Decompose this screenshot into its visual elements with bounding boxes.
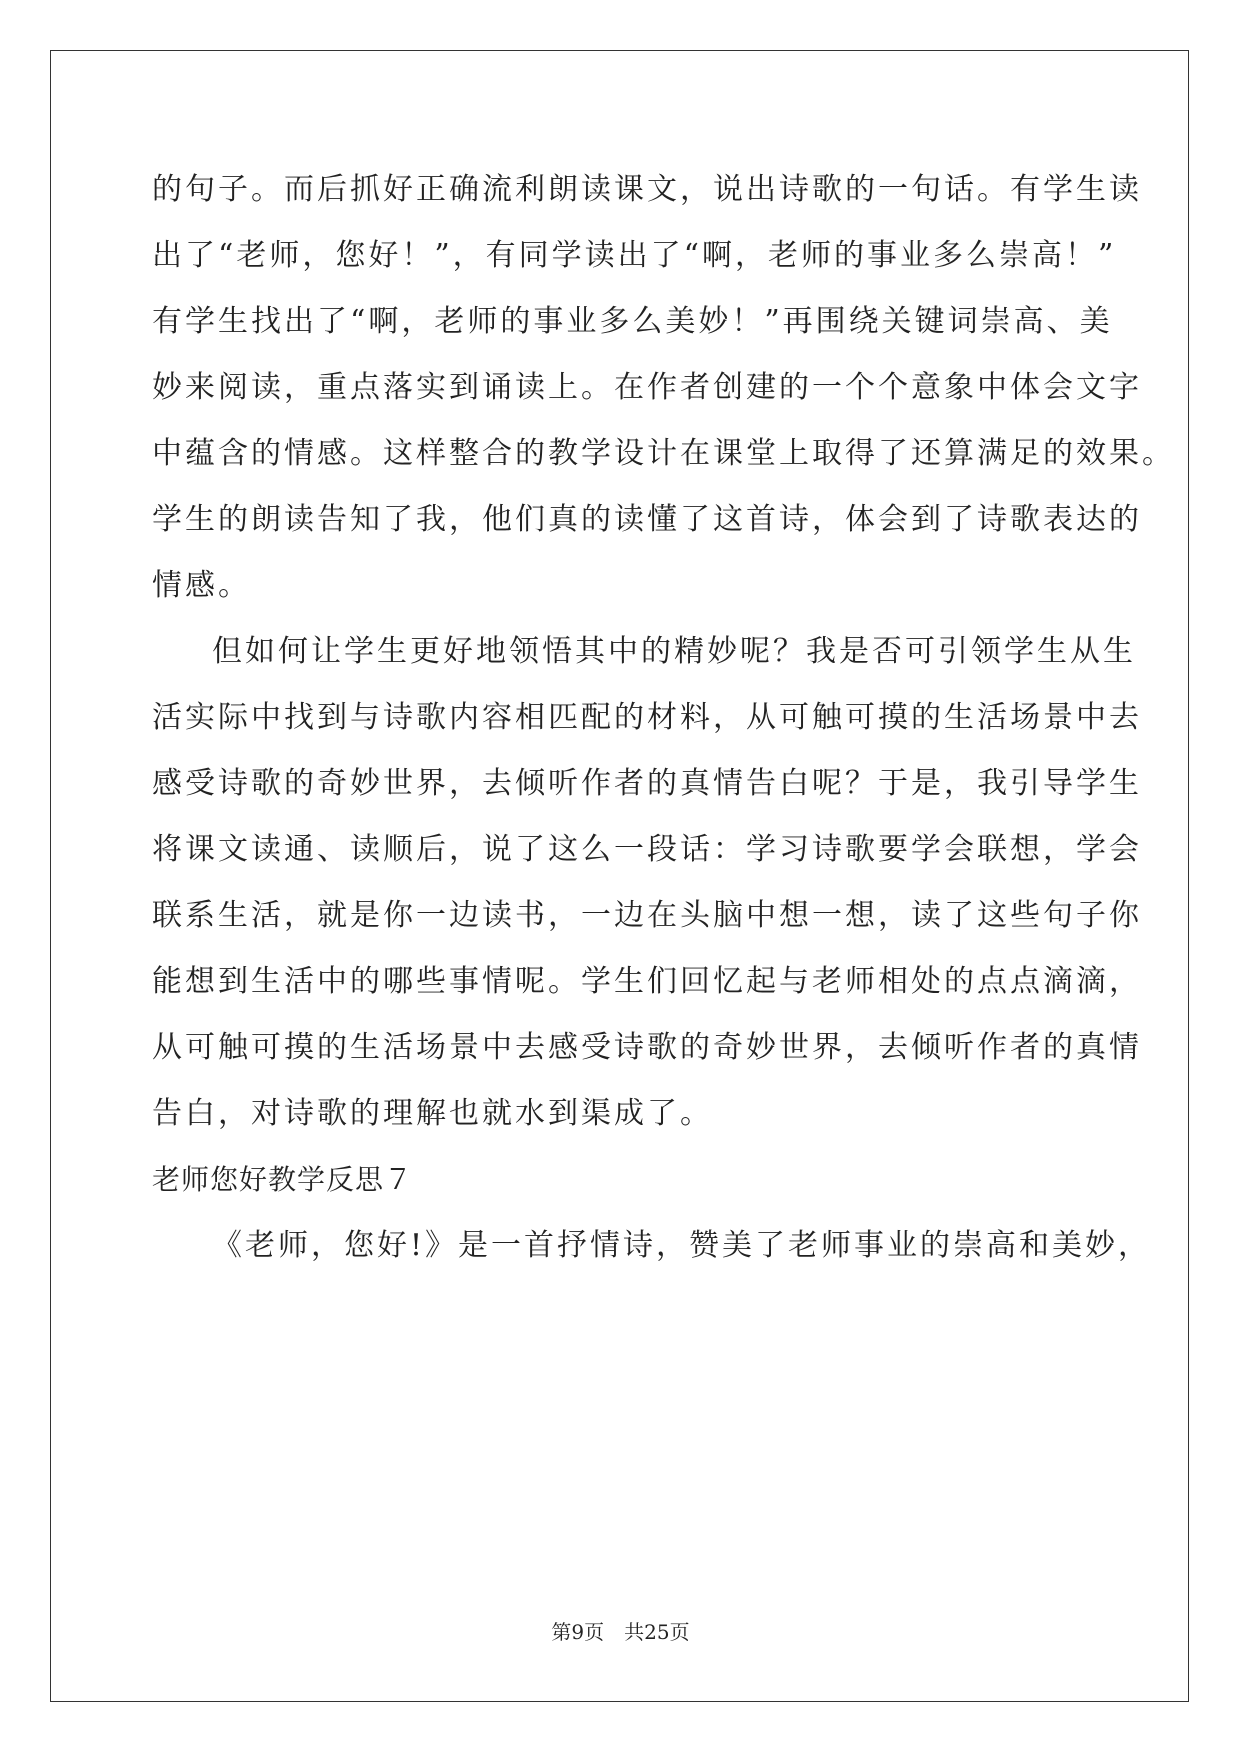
section-heading: 老师您好教学反思７ <box>152 1163 414 1196</box>
body-line-1: 的句子。而后抓好正确流利朗读课文，说出诗歌的一句话。有学生读 <box>152 172 1142 207</box>
body-line-4: 妙来阅读，重点落实到诵读上。在作者创建的一个个意象中体会文字 <box>152 370 1142 405</box>
body-line-6: 学生的朗读告知了我，他们真的读懂了这首诗，体会到了诗歌表达的 <box>152 502 1142 537</box>
body-line-14: 从可触可摸的生活场景中去感受诗歌的奇妙世界，去倾听作者的真情 <box>152 1030 1142 1065</box>
body-line-16: 《老师，您好!》是一首抒情诗，赞美了老师事业的崇高和美妙， <box>212 1228 1152 1263</box>
body-line-10: 感受诗歌的奇妙世界，去倾听作者的真情告白呢？于是，我引导学生 <box>152 766 1142 801</box>
body-line-15: 告白，对诗歌的理解也就水到渠成了。 <box>152 1096 713 1131</box>
body-line-13: 能想到生活中的哪些事情呢。学生们回忆起与老师相处的点点滴滴， <box>152 964 1142 999</box>
body-line-7: 情感。 <box>152 568 251 603</box>
body-line-8: 但如何让学生更好地领悟其中的精妙呢？我是否可引领学生从生 <box>212 634 1136 669</box>
body-line-9: 活实际中找到与诗歌内容相匹配的材料，从可触可摸的生活场景中去 <box>152 700 1142 735</box>
body-line-5: 中蕴含的情感。这样整合的教学设计在课堂上取得了还算满足的效果。 <box>152 436 1175 471</box>
body-line-11: 将课文读通、读顺后，说了这么一段话：学习诗歌要学会联想，学会 <box>152 832 1142 867</box>
body-line-12: 联系生活，就是你一边读书，一边在头脑中想一想，读了这些句子你 <box>152 898 1142 933</box>
page-number: 第9页 共25页 <box>551 1620 690 1644</box>
body-line-2: 出了“老师，您好！”，有同学读出了“啊，老师的事业多么崇高！” <box>152 238 1117 273</box>
page-border <box>50 50 1189 1702</box>
body-line-3: 有学生找出了“啊，老师的事业多么美妙！”再围绕关键词崇高、美 <box>152 304 1113 339</box>
